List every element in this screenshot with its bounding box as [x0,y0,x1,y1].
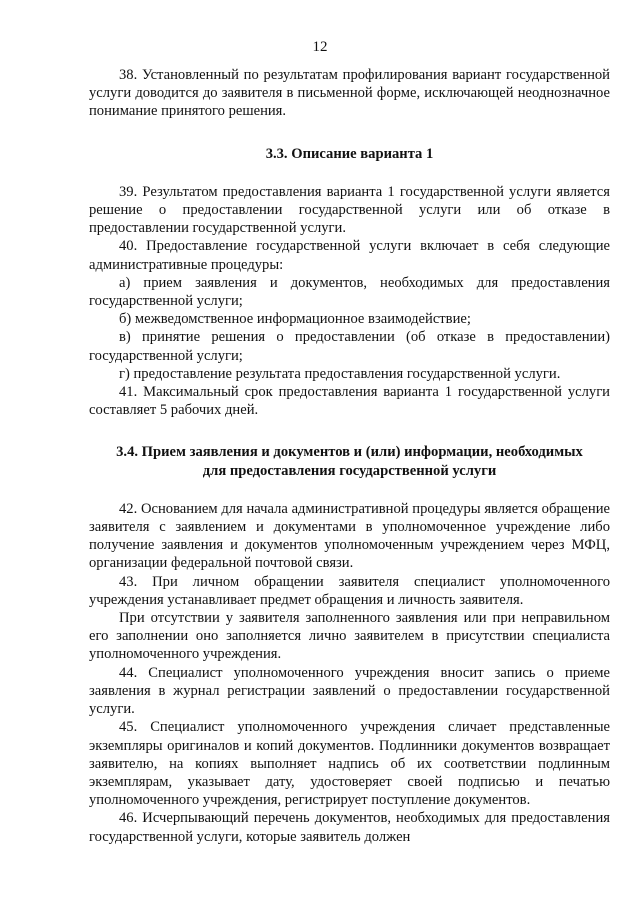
paragraph-43-continued: При отсутствии у заявителя заполненного заявления или при неправильном его заполнении оно заполняется лично заявителем в присутствии специалиста уполномоченного учреждения. [89,610,610,663]
paragraph-42: 42. Основанием для начала административной процедуры является обращение заявителя с заявлением и документами в уполномоченное учреждение либо получение заявления и документов уполномоченным учреждением через МФЦ, организации федеральной почтовой связи. [89,500,610,572]
section-heading-3-3: 3.3. Описание варианта 1 [265,145,434,162]
paragraph-45: 45. Специалист уполномоченного учреждения сличает представленные экземпляры оригиналов и копий документов. Подлинники документов возвращает заявителю, на копиях выполняет надпись об их соответствии подлинным экземплярам, указывает дату, удостоверяет своей подписью и печатью уполномоченного учреждения, регистрирует поступление документов. [89,719,610,809]
paragraph-40-a: а) прием заявления и документов, необходимых для предоставления государственной услуги; [89,274,610,310]
paragraph-43: 43. При личном обращении заявителя специалист уполномоченного учреждения устанавливает предмет обращения и личность заявителя. [89,573,610,608]
paragraph-38: 38. Установленный по результатам профилирования вариант государственной услуги доводится до заявителя в письменной форме, исключающей неоднозначное понимание принятого решения. [89,67,610,120]
paragraph-44: 44. Специалист уполномоченного учреждения вносит запись о приеме заявления в журнал регистрации заявлений о предоставлении государственной услуги. [89,664,610,718]
section-heading-3-4-line-1: 3.4. Прием заявления и документов и (или) информации, необходимых [116,444,583,461]
spacer [89,480,610,500]
paragraph-41: 41. Максимальный срок предоставления варианта 1 государственной услуги составляет 5 рабочих дней. [89,384,610,419]
section-heading-3-4-line-2: для предоставления государственной услуги [202,462,497,479]
paragraph-40-d: г) предоставление результата предоставления государственной услуги. [119,365,561,382]
spacer [89,121,610,145]
paragraph-40-b: б) межведомственное информационное взаимодействие; [119,311,471,328]
paragraph-40-c: в) принятие решения о предоставлении (об отказе в предоставлении) государственной услуги; [89,329,610,364]
document-body [89,66,610,846]
paragraph-39: 39. Результатом предоставления варианта 1 государственной услуги является решение о предоставлении государственной услуги или об отказе в предоставлении государственной услуги. [89,183,610,237]
page-number: 12 [312,39,328,55]
paragraph-46: 46. Исчерпывающий перечень документов, необходимых для предоставления государственной услуги, которые заявитель должен [89,810,610,845]
paragraph-40: 40. Предоставление государственной услуги включает в себя следующие административные процедуры: [89,238,610,273]
spacer [89,163,610,183]
spacer [89,419,610,443]
